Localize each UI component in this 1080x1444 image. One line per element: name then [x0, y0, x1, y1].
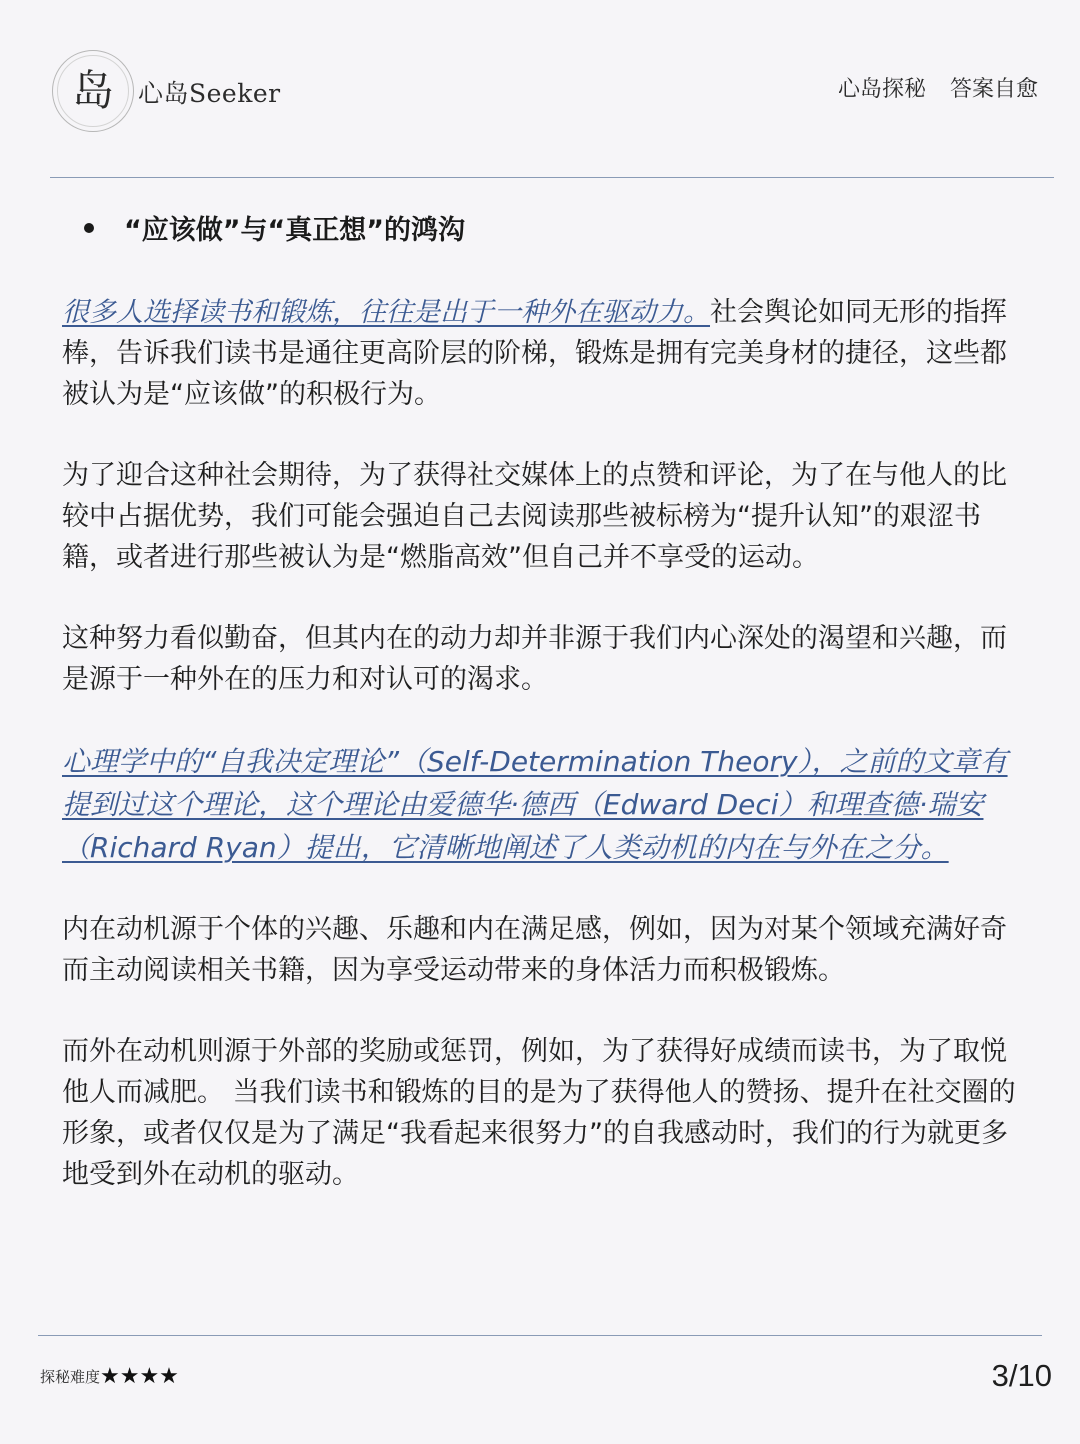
paragraph-2: 为了迎合这种社会期待，为了获得社交媒体上的点赞和评论，为了在与他人的比较中占据优势，我们可能会强迫自己去阅读那些被标榜为“提升认知”的艰涩书籍，或者进行那些被认为是“燃脂高效”但自己并不享受的运动。: [62, 460, 1007, 573]
article-body: [62, 292, 1022, 1235]
logo-glyph: 岛: [71, 66, 114, 115]
highlight-link-1[interactable]: 很多人选择读书和锻炼，往往是出于一种外在驱动力。: [62, 297, 710, 328]
paragraph-6: 而外在动机则源于外部的奖励或惩罚，例如，为了获得好成绩而读书，为了取悦他人而减肥。 当我们读书和锻炼的目的是为了获得他人的赞扬、提升在社交圈的形象，或者仅仅是为了满足“我看起来很努力”的自我感动时，我们的行为就更多地受到外在动机的驱动。: [62, 1036, 1016, 1190]
header-divider: [50, 177, 1054, 178]
header-tag-explore: 心岛探秘: [837, 77, 926, 102]
header-tag-heal: 答案自愈: [949, 77, 1038, 102]
paragraph-1: [62, 292, 1022, 415]
difficulty-rating: [40, 1364, 179, 1389]
paragraph-1-text: 社会舆论如同无形的指挥棒，告诉我们读书是通往更高阶层的阶梯，锻炼是拥有完美身材的捷径，这些都被认为是“应该做”的积极行为。: [62, 297, 1007, 410]
paragraph-4: [62, 740, 1022, 869]
highlight-link-2[interactable]: 心理学中的“自我决定理论”（Self-Determination Theory），之前的文章有提到过这个理论，这个理论由爱德华·德西（Edward Deci）和理查德·瑞安（Richard Ryan）提出，它清晰地阐述了人类动机的内在与外在之分。: [62, 745, 1008, 864]
difficulty-label: 探秘难度: [40, 1368, 101, 1386]
header-tags: [838, 72, 1038, 103]
brand-name: 心岛Seeker: [138, 79, 281, 108]
bullet-icon: [84, 223, 94, 233]
section-heading: [84, 208, 465, 247]
star-icon: ★★★★: [100, 1364, 179, 1389]
logo-inner-ring: [57, 55, 129, 127]
paragraph-5: 内在动机源于个体的兴趣、乐趣和内在满足感，例如，因为对某个领域充满好奇而主动阅读相关书籍，因为享受运动带来的身体活力而积极锻炼。: [62, 914, 1007, 986]
logo-badge: [52, 50, 134, 132]
footer-divider: [38, 1335, 1042, 1336]
section-heading-text: “应该做”与“真正想”的鸿沟: [124, 215, 465, 246]
page-number: 3/10: [991, 1358, 1052, 1393]
paragraph-3: 这种努力看似勤奋，但其内在的动力却并非源于我们内心深处的渴望和兴趣，而是源于一种外在的压力和对认可的渴求。: [62, 623, 1007, 695]
